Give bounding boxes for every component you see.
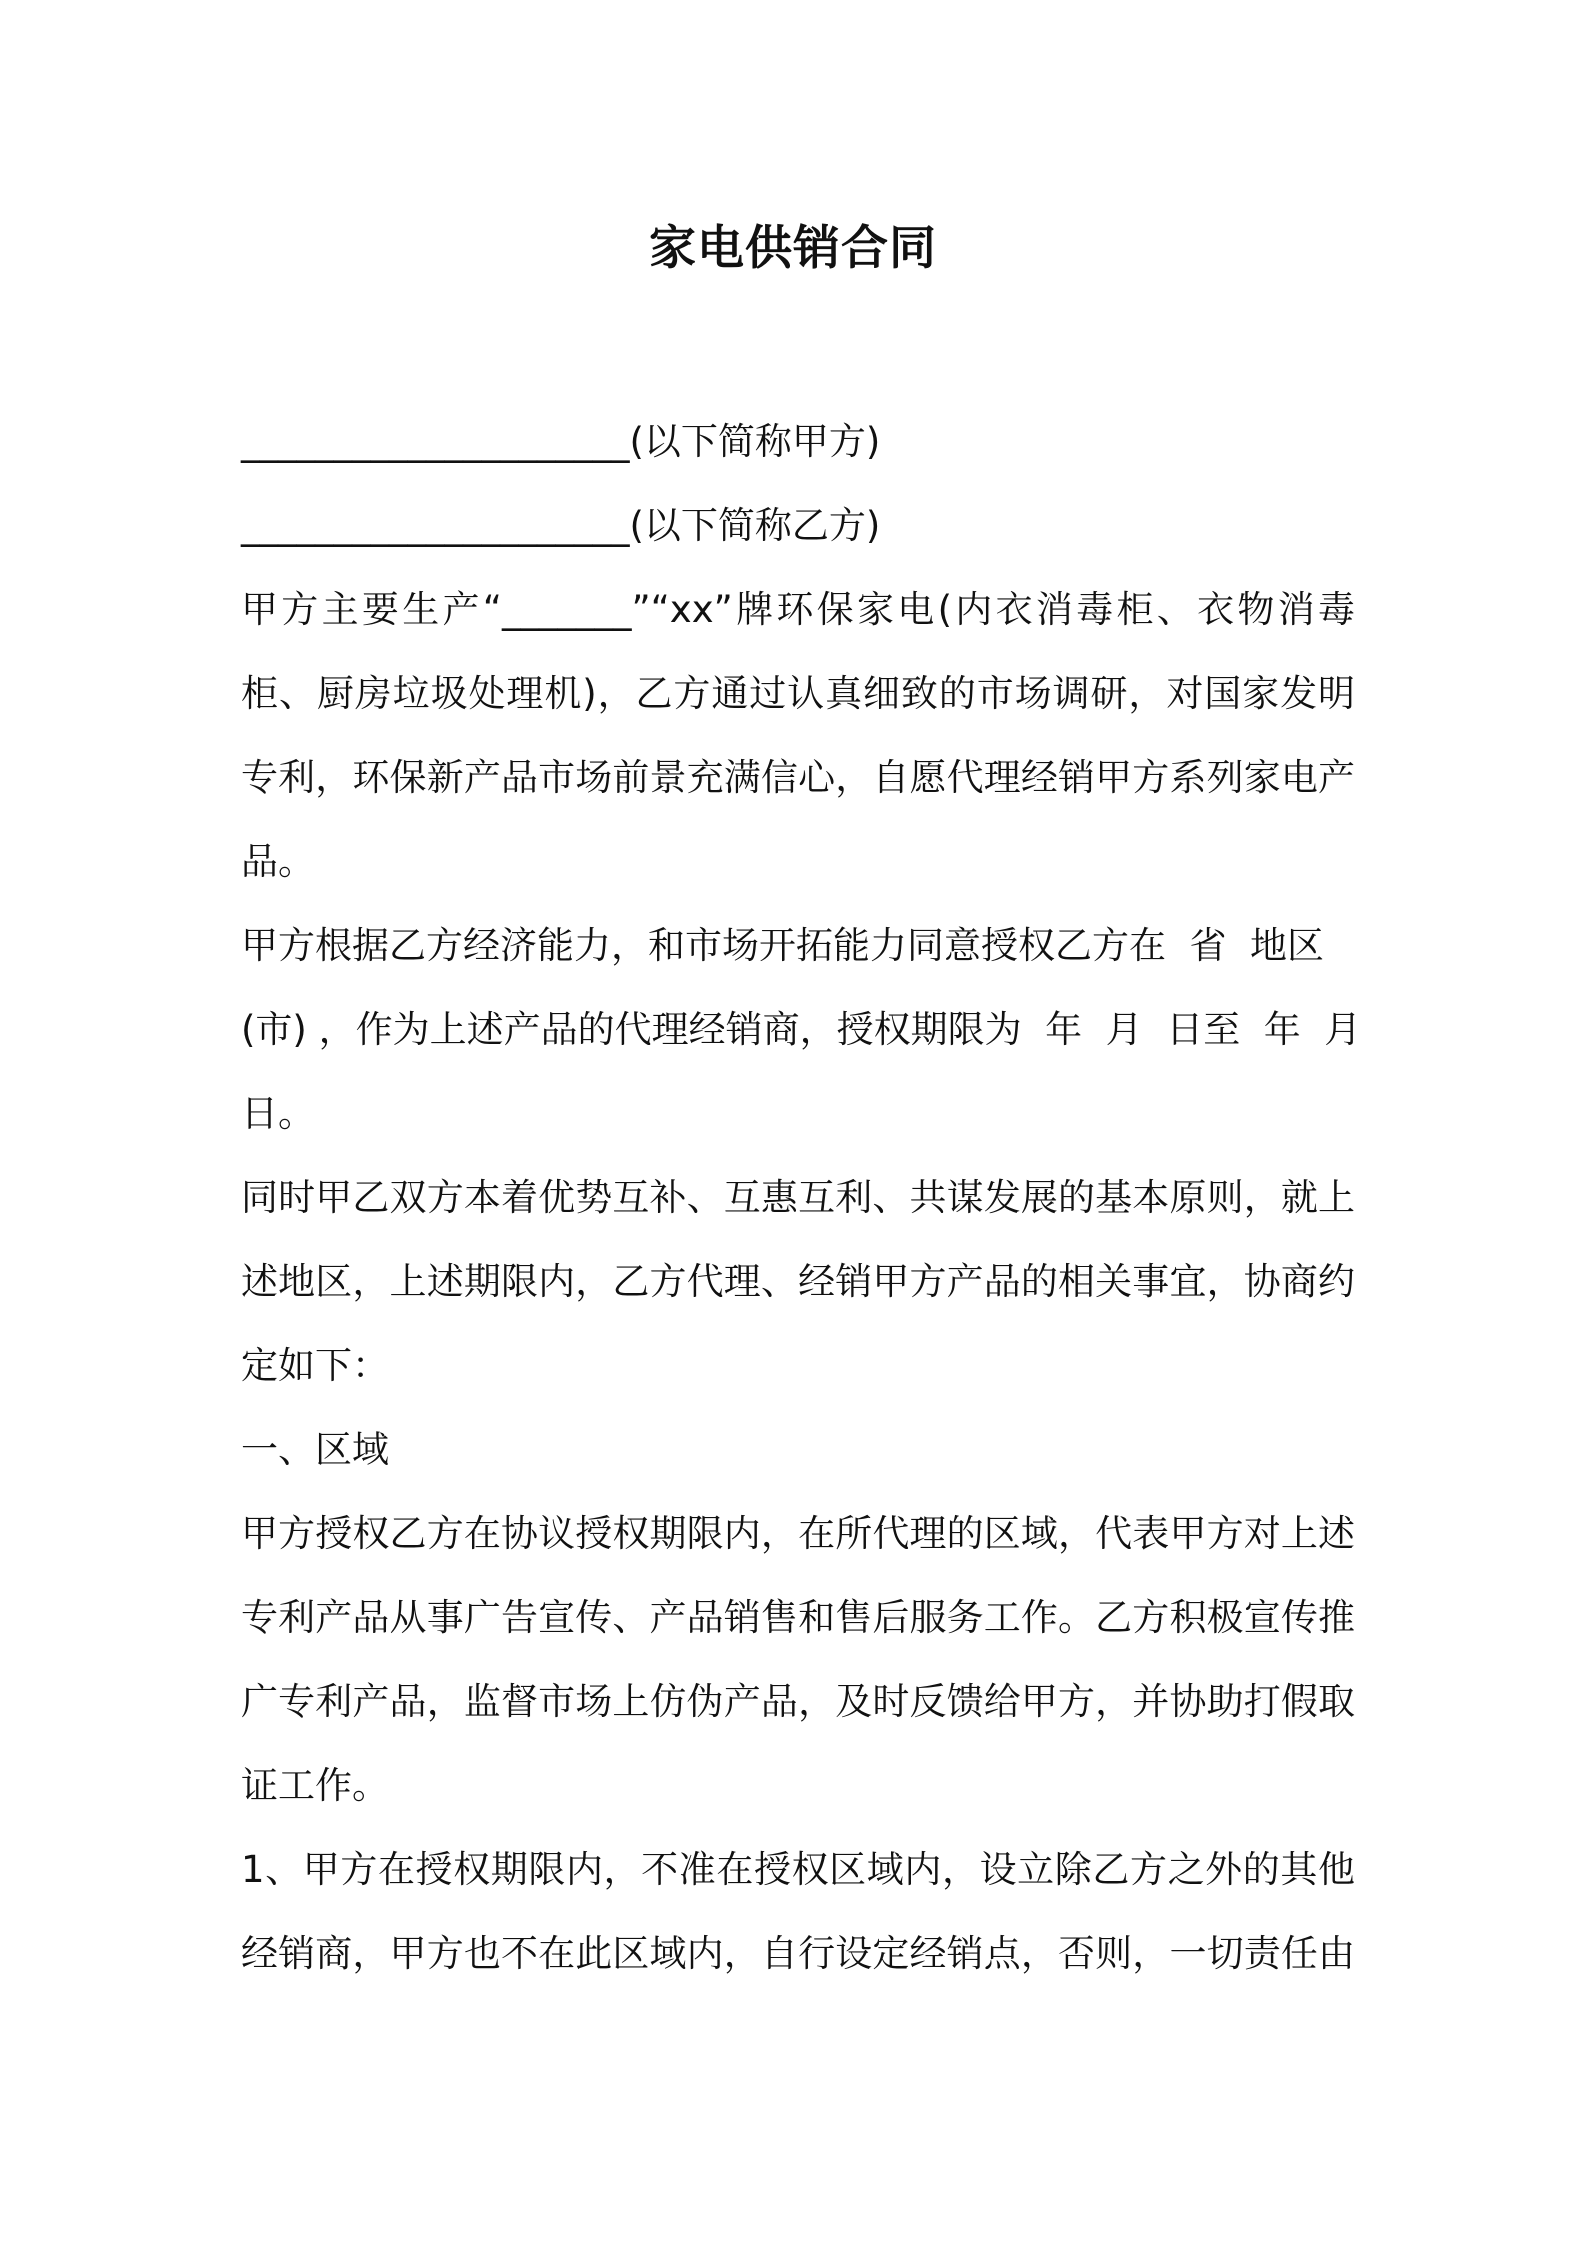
paragraph-line: 经销商，甲方也不在此区域内，自行设定经销点，否则，一切责任由 <box>241 1932 1355 1975</box>
document-body <box>241 400 1362 1996</box>
paragraph-line: 品。 <box>241 840 315 883</box>
paragraph-line: (市) ，作为上述产品的代理经销商，授权期限为 年 月 日至 年 月 <box>241 1008 1362 1051</box>
paragraph-line: 述地区，上述期限内，乙方代理、经销甲方产品的相关事宜，协商约 <box>241 1260 1355 1303</box>
party-b-line: _____________________(以下简称乙方) <box>241 504 881 547</box>
paragraph-line: 广专利产品，监督市场上仿伪产品，及时反馈给甲方，并协助打假取 <box>241 1680 1355 1723</box>
paragraph-line: 同时甲乙双方本着优势互补、互惠互利、共谋发展的基本原则，就上 <box>241 1176 1355 1219</box>
paragraph-line: 专利产品从事广告宣传、产品销售和售后服务工作。乙方积极宣传推 <box>241 1596 1355 1639</box>
paragraph-line: 专利，环保新产品市场前景充满信心，自愿代理经销甲方系列家电产 <box>241 756 1355 799</box>
paragraph-line: 1、甲方在授权期限内，不准在授权区域内，设立除乙方之外的其他 <box>241 1848 1355 1891</box>
document-title: 家电供销合同 <box>649 221 937 276</box>
paragraph-line: 甲方授权乙方在协议授权期限内，在所代理的区域，代表甲方对上述 <box>241 1512 1355 1555</box>
paragraph-line: 甲方主要生产“_______”“xx”牌环保家电(内衣消毒柜、衣物消毒 <box>241 588 1355 631</box>
party-a-line: _____________________(以下简称甲方) <box>241 420 881 463</box>
paragraph-line: 证工作。 <box>241 1764 389 1807</box>
paragraph-line: 定如下： <box>241 1344 389 1387</box>
section-heading: 一、区域 <box>241 1428 389 1471</box>
paragraph-line: 日。 <box>241 1092 315 1135</box>
paragraph-line: 柜、厨房垃圾处理机)，乙方通过认真细致的市场调研，对国家发明 <box>241 672 1355 715</box>
paragraph-line: 甲方根据乙方经济能力，和市场开拓能力同意授权乙方在 省 地区 <box>241 924 1325 967</box>
